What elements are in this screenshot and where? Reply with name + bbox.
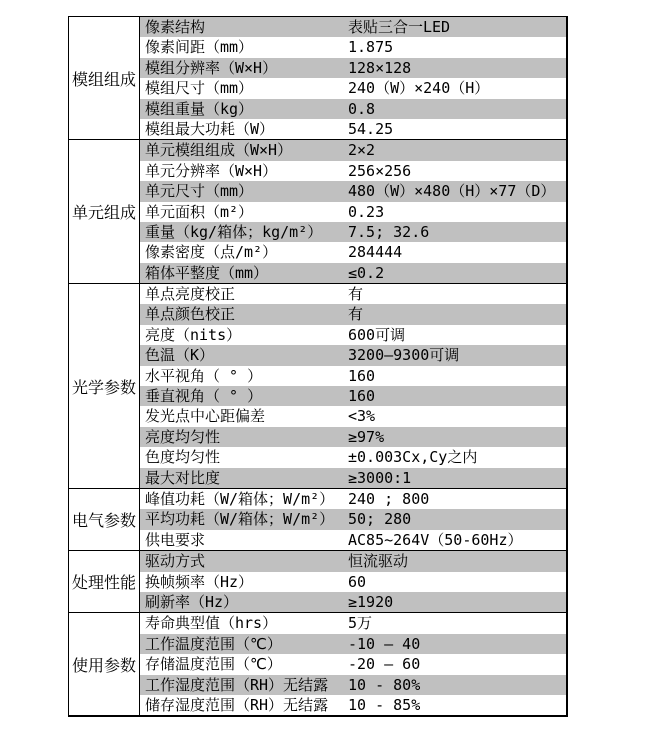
table-row [140,489,566,509]
param-value: 2×2 [348,141,376,160]
param-label: 供电要求 [145,530,206,549]
param-value: 0.8 [348,99,376,118]
param-value: 284444 [348,243,403,262]
spec-section-4 [69,488,566,550]
param-label: 单元尺寸（mm） [145,182,254,201]
table-row [140,58,566,78]
param-label: 垂直视角（ ° ） [145,387,263,406]
table-row [140,99,566,119]
param-value: -10 — 40 [348,634,421,653]
spec-section-3 [69,283,566,488]
param-value: 7.5; 32.6 [348,222,430,241]
table-row [140,345,566,365]
param-value: 240（W）×240（H） [348,79,490,98]
table-row [140,37,566,57]
param-value: 表贴三合一LED [348,18,451,36]
table-row [140,572,566,592]
spec-section-6 [69,612,566,715]
category-cell: 单元组成 [69,140,140,283]
param-label: 寿命典型值（hrs） [145,614,278,633]
param-value: ≤0.2 [348,263,385,282]
param-value: <3% [348,407,376,426]
param-value: 恒流驱动 [348,552,409,571]
param-value: 1.875 [348,38,394,57]
param-label: 像素间距（mm） [145,38,254,57]
section-rows [140,17,566,139]
param-value: 10 - 80% [348,675,421,694]
param-value: 60 [348,572,367,591]
table-row [140,140,566,160]
param-label: 最大对比度 [145,468,221,487]
table-row [140,509,566,529]
section-rows [140,284,566,488]
param-label: 像素密度（点/m²） [145,243,278,262]
param-label: 箱体平整度（mm） [145,263,269,282]
table-row [140,325,566,345]
param-value: 3200—9300可调 [348,346,460,365]
param-value: 有 [348,285,364,304]
spec-section-1 [69,17,566,139]
param-label: 模组重量（kg） [145,99,254,118]
section-rows [140,140,566,283]
param-value: 240 ; 800 [348,489,430,508]
param-label: 存储温度范围（℃） [145,655,282,674]
param-label: 驱动方式 [145,552,206,571]
param-label: 工作温度范围（℃） [145,634,282,653]
category-cell: 光学参数 [69,284,140,488]
param-label: 色度均匀性 [145,448,221,467]
table-row [140,675,566,695]
param-value: 128×128 [348,58,412,77]
param-label: 亮度（nits） [145,325,242,344]
spec-section-5 [69,550,566,612]
table-row [140,284,566,304]
category-cell: 电气参数 [69,489,140,550]
table-row [140,386,566,406]
param-value: 有 [348,305,364,324]
param-label: 模组尺寸（mm） [145,79,254,98]
table-row [140,447,566,467]
param-label: 平均功耗（W/箱体；W/m²） [145,510,335,529]
spec-section-2 [69,139,566,283]
table-row [140,202,566,222]
param-value: 54.25 [348,119,394,138]
param-label: 发光点中心距偏差 [145,407,266,426]
table-row [140,695,566,715]
param-value: ±0.003Cx,Cy之内 [348,448,478,467]
param-label: 单元分辨率（W×H） [145,161,278,180]
table-row [140,366,566,386]
table-row [140,592,566,612]
table-row [140,613,566,633]
param-value: ≥1920 [348,592,394,611]
table-row [140,427,566,447]
param-value: ≥97% [348,427,385,446]
param-label: 峰值功耗（W/箱体；W/m²） [145,489,335,508]
table-row [140,304,566,324]
param-label: 模组分辨率（W×H） [145,58,278,77]
param-label: 储存湿度范围（RH）无结露 [145,695,329,714]
param-label: 单元面积（m²） [145,202,254,221]
table-row [140,222,566,242]
table-row [140,263,566,283]
param-value: 480（W）×480（H）×77（D） [348,182,556,201]
param-value: 10 - 85% [348,695,421,714]
section-rows [140,613,566,715]
param-label: 刷新率（Hz） [145,592,239,611]
param-label: 重量（kg/箱体；kg/m²） [145,222,323,241]
param-label: 换帧频率（Hz） [145,572,254,591]
table-row [140,654,566,674]
param-label: 单点亮度校正 [145,285,236,304]
param-value: ≥3000:1 [348,468,412,487]
section-rows [140,489,566,550]
table-row [140,634,566,654]
param-label: 单点颜色校正 [145,305,236,324]
param-value: -20 — 60 [348,655,421,674]
spec-table [68,16,568,717]
param-label: 色温（K） [145,346,215,365]
table-row [140,78,566,98]
section-rows [140,551,566,612]
param-value: 160 [348,387,376,406]
table-row [140,530,566,550]
category-cell: 处理性能 [69,551,140,612]
table-row [140,181,566,201]
table-row [140,161,566,181]
param-label: 模组最大功耗（W） [145,119,275,138]
param-value: 0.23 [348,202,385,221]
param-value: 5万 [348,614,373,633]
param-label: 单元模组组成（W×H） [145,141,293,160]
param-label: 亮度均匀性 [145,427,221,446]
category-cell: 使用参数 [69,613,140,715]
param-value: 600可调 [348,325,406,344]
table-row [140,551,566,571]
table-row [140,468,566,488]
table-row [140,119,566,139]
param-value: AC85~264V（50-60Hz） [348,530,523,549]
table-row [140,242,566,262]
table-row [140,406,566,426]
param-label: 像素结构 [145,18,206,36]
param-value: 50; 280 [348,510,412,529]
table-row [140,17,566,37]
param-label: 水平视角（ ° ） [145,366,263,385]
category-cell: 模组组成 [69,17,140,139]
param-value: 160 [348,366,376,385]
param-value: 256×256 [348,161,412,180]
param-label: 工作湿度范围（RH）无结露 [145,675,329,694]
